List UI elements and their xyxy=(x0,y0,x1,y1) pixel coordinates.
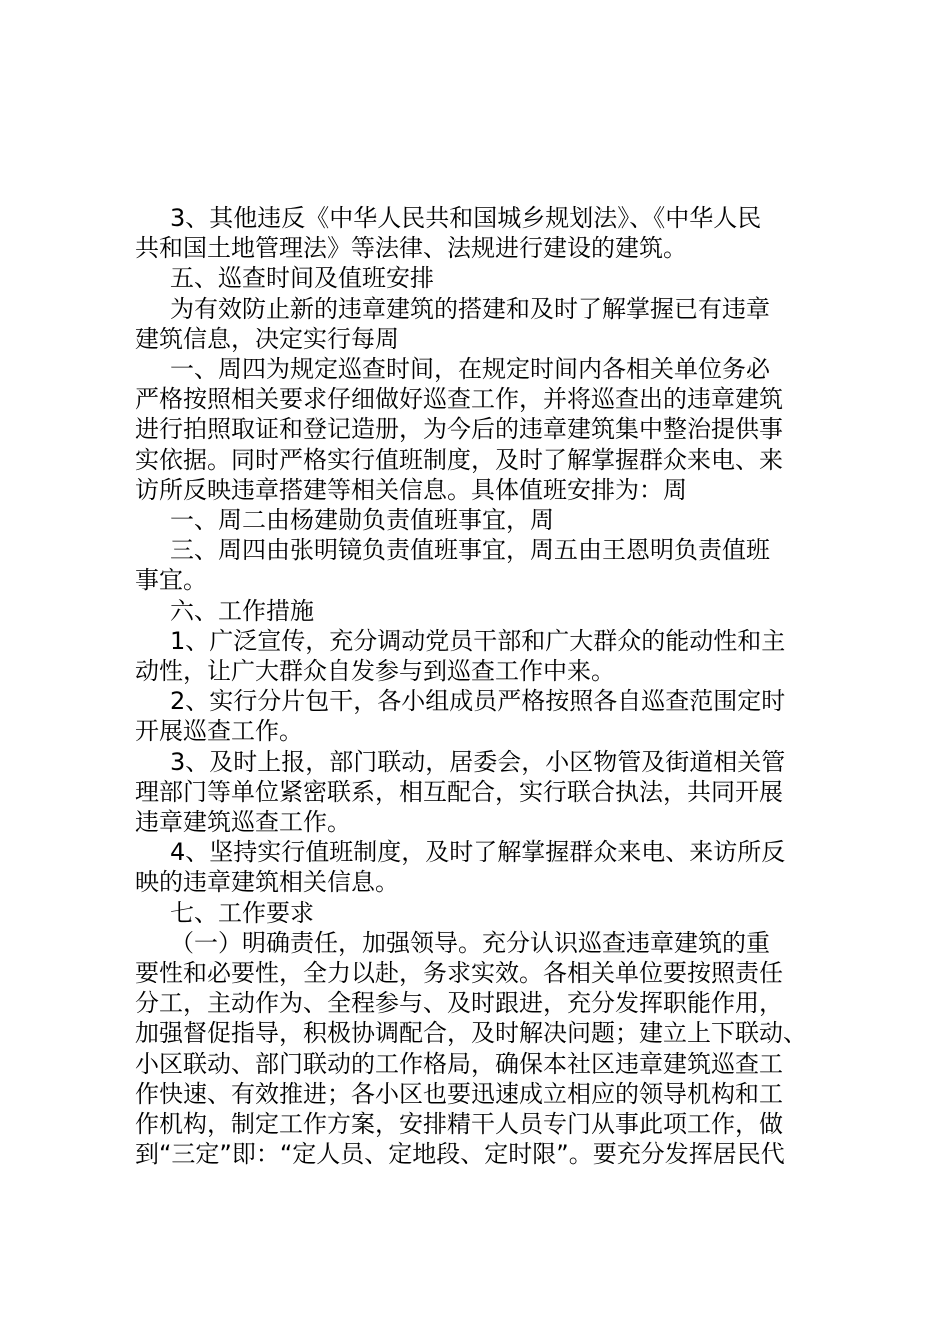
text-line: 开展巡查工作。 xyxy=(135,717,303,746)
text-line: 六、工作措施 xyxy=(170,596,314,625)
text-line: 三、周四由张明镜负责值班事宜，周五由王恩明负责值班 xyxy=(170,536,770,565)
text-line: 事宜。 xyxy=(135,566,207,595)
text-line: 到“三定”即：“定人员、定地段、定时限”。要充分发挥居民代 xyxy=(135,1140,785,1169)
text-line: 要性和必要性，全力以赴，务求实效。各相关单位要按照责任 xyxy=(135,959,783,988)
text-line: 一、周二由杨建勋负责值班事宜，周 xyxy=(170,506,554,535)
text-line: 1、广泛宣传，充分调动党员干部和广大群众的能动性和主 xyxy=(170,626,786,655)
text-line: 五、巡查时间及值班安排 xyxy=(170,264,434,293)
text-line: 3、其他违反《中华人民共和国城乡规划法》、《中华人民 xyxy=(170,204,762,232)
text-line: 4、坚持实行值班制度，及时了解掌握群众来电、来访所反 xyxy=(170,838,786,867)
text-line: 访所反映违章搭建等相关信息。具体值班安排为：周 xyxy=(135,475,687,504)
text-line: 七、工作要求 xyxy=(170,898,314,927)
text-line: （一）明确责任，加强领导。充分认识巡查违章建筑的重 xyxy=(170,928,770,957)
text-line: 违章建筑巡查工作。 xyxy=(135,808,351,837)
text-line: 一、周四为规定巡查时间，在规定时间内各相关单位务必 xyxy=(170,355,770,384)
text-line: 3、及时上报，部门联动，居委会，小区物管及街道相关管 xyxy=(170,747,786,776)
text-line: 共和国土地管理法》等法律、法规进行建设的建筑。 xyxy=(135,234,687,263)
text-line: 严格按照相关要求仔细做好巡查工作，并将巡查出的违章建筑 xyxy=(135,385,783,414)
text-line: 分工，主动作为、全程参与、及时跟进，充分发挥职能作用， xyxy=(135,989,783,1018)
text-line: 理部门等单位紧密联系，相互配合，实行联合执法，共同开展 xyxy=(135,777,783,806)
text-line: 映的违章建筑相关信息。 xyxy=(135,868,399,897)
document-body xyxy=(135,203,825,1170)
text-line: 实依据。同时严格实行值班制度，及时了解掌握群众来电、来 xyxy=(135,445,783,474)
text-line: 建筑信息，决定实行每周 xyxy=(135,324,399,353)
text-line: 作快速、有效推进；各小区也要迅速成立相应的领导机构和工 xyxy=(135,1079,783,1108)
text-line: 加强督促指导，积极协调配合，及时解决问题；建立上下联动、 xyxy=(135,1019,807,1048)
text-line: 作机构，制定工作方案，安排精干人员专门从事此项工作，做 xyxy=(135,1110,783,1139)
text-line: 进行拍照取证和登记造册，为今后的违章建筑集中整治提供事 xyxy=(135,415,783,444)
text-line: 为有效防止新的违章建筑的搭建和及时了解掌握已有违章 xyxy=(170,294,770,323)
text-line: 动性，让广大群众自发参与到巡查工作中来。 xyxy=(135,657,615,686)
text-line: 小区联动、部门联动的工作格局，确保本社区违章建筑巡查工 xyxy=(135,1049,783,1078)
text-line: 2、实行分片包干，各小组成员严格按照各自巡查范围定时 xyxy=(170,687,786,716)
